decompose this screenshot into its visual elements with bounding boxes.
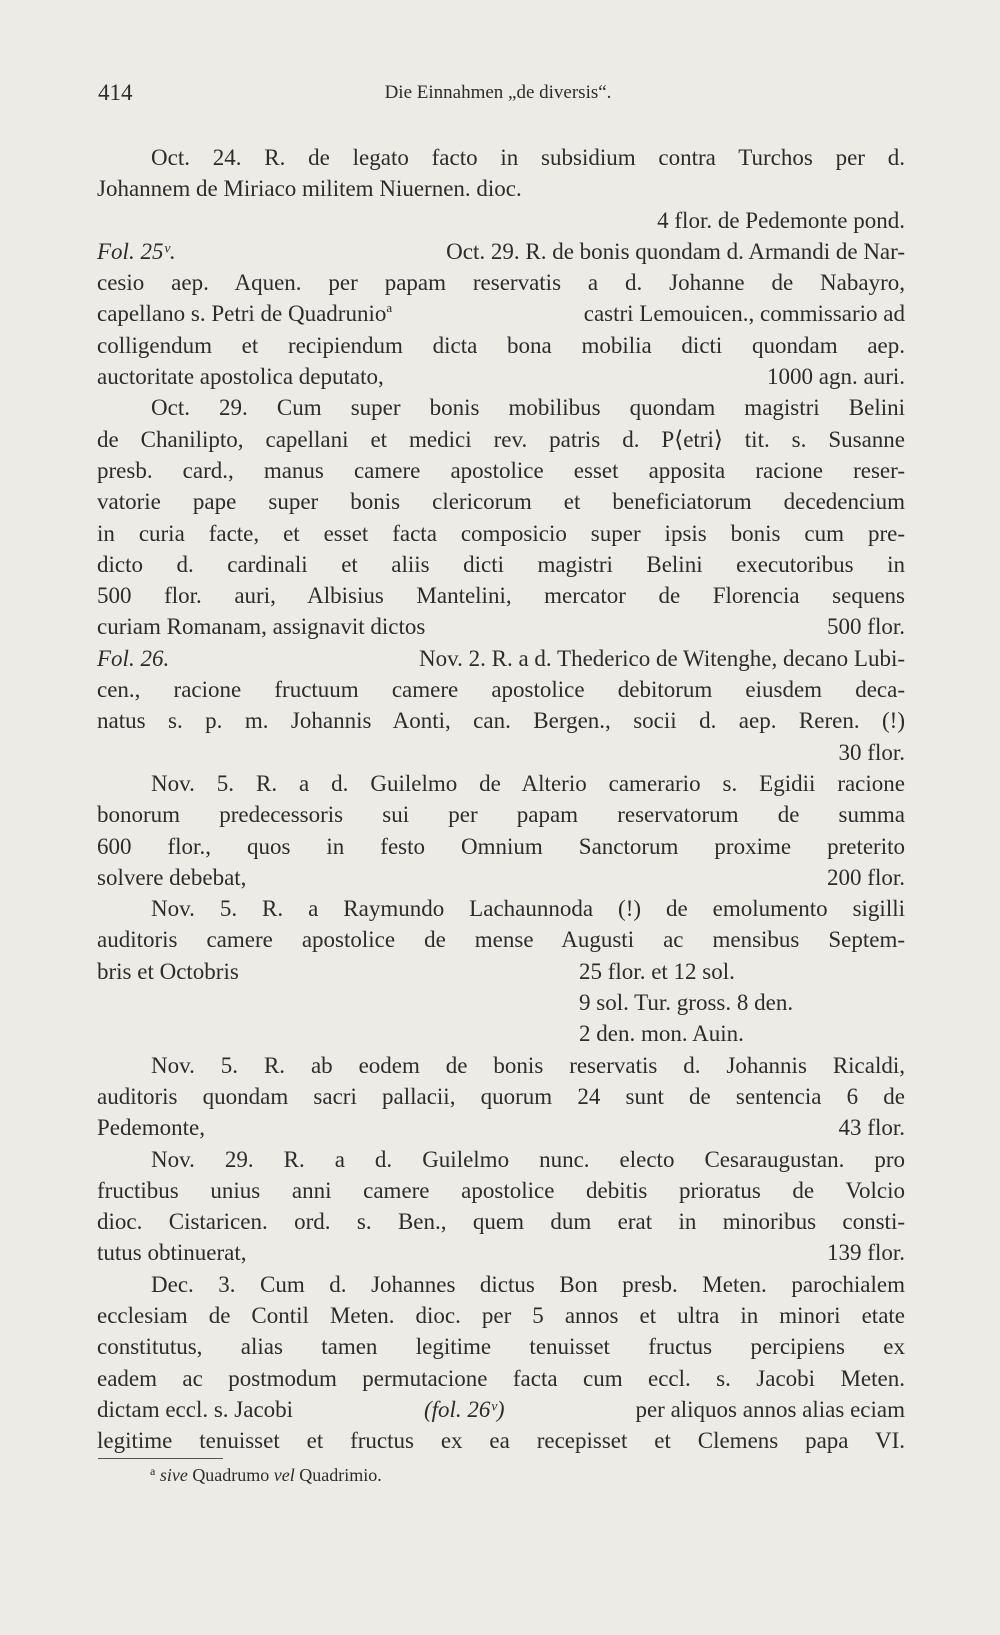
amount: 2 den. mon. Auin. [579,1021,744,1047]
text-segment: bris et Octobris [97,958,239,984]
text-segment: castri Lemouicen., commissario ad [583,301,905,327]
text-line [97,1112,905,1143]
text-line: dicto d. cardinali et aliis dicti magistri Belini executoribus in [97,551,905,577]
amount: 9 sol. Tur. gross. 8 den. [579,990,794,1016]
text-segment: dictam eccl. s. Jacobi [97,1396,294,1422]
folio-marker: Fol. 26. [97,645,170,671]
text-line [97,298,905,329]
text-line [97,956,905,987]
text-line [97,236,905,267]
footnote-divider [98,1458,223,1459]
folio-marker: (fol. 26ᵛ) [423,1396,505,1422]
text-line: Nov. 29. R. a d. Guilelmo nunc. electo Cesaraugustan. pro [151,1146,905,1172]
text-segment: auctoritate apostolica deputato, [97,364,384,390]
text-line: ecclesiam de Contil Meten. dioc. per 5 annos et ultra in minori etate [97,1302,905,1328]
amount: 200 flor. [827,864,905,890]
text-segment: Pedemonte, [97,1115,205,1141]
text-segment: Oct. 29. R. de bonis quondam d. Armandi de Nar- [446,238,905,264]
text-line: auditoris camere apostolice de mense Augusti ac mensibus Septem- [97,927,905,953]
text-line: fructibus unius anni camere apostolice debitis prioratus de Volcio [97,1177,905,1203]
footnote-text: Quadrumo [187,1465,274,1485]
text-line: Nov. 5. R. a Raymundo Lachaunnoda (!) de emolumento sigilli [151,896,905,922]
text-line: legitime tenuisset et fructus ex ea recepisset et Clemens papa VI. [97,1428,905,1454]
footnote-text: vel [273,1465,295,1485]
text-segment: tutus obtinuerat, [97,1240,247,1266]
text-line: Johannem de Miriaco militem Niuernen. dioc. [97,176,522,202]
text-line: constitutus, alias tamen legitime tenuisset fructus percipiens ex [97,1334,905,1360]
amount-line: 4 flor. de Pedemonte pond. [657,207,905,233]
text-segment: Nov. 2. R. a d. Thederico de Witenghe, decano Lubi- [419,645,905,671]
amount-line: 30 flor. [838,739,905,765]
text-line: cen., racione fructuum camere apostolice debitorum eiusdem deca- [97,677,905,703]
text-line: Nov. 5. R. ab eodem de bonis reservatis d. Johannis Ricaldi, [151,1052,905,1078]
amount: 43 flor. [838,1115,905,1141]
text-line [97,611,905,642]
folio-marker: Fol. 25ᵛ. [97,238,176,264]
running-header [98,80,898,110]
footnote-ref: a [386,300,393,316]
amount-line [97,1018,905,1049]
amount-line [97,987,905,1018]
text-line: Nov. 5. R. a d. Guilelmo de Alterio camerario s. Egidii racione [151,770,905,796]
text-line: presb. card., manus camere apostolice esset apposita racione reser- [97,457,905,483]
amount: 1000 agn. auri. [767,364,905,390]
text-line: in curia facte, et esset facta composicio super ipsis bonis cum pre- [97,520,905,546]
text-segment: per aliquos annos alias eciam [635,1396,905,1422]
text-line: eadem ac postmodum permutacione facta cum eccl. s. Jacobi Meten. [97,1365,905,1391]
footnote-marker: a [150,1464,156,1478]
page-number: 414 [98,80,133,105]
text-line [97,361,905,392]
text-line: Oct. 24. R. de legato facto in subsidium contra Turchos per d. [151,145,905,170]
running-title: Die Einnahmen „de diversis“. [384,82,612,103]
text-line [97,643,905,674]
amount: 500 flor. [827,614,905,640]
text-line: dioc. Cistaricen. ord. s. Ben., quem dum erat in minoribus consti- [97,1209,905,1235]
text-line: 500 flor. auri, Albisius Mantelini, mercator de Florencia sequens [97,583,905,609]
text-line: auditoris quondam sacri pallacii, quorum 24 sunt de sentencia 6 de [97,1083,905,1109]
text-segment: capellano s. Petri de Quadrunio$^a$ [97,300,393,327]
text-line: bonorum predecessoris sui per papam reservatorum de summa [97,802,905,828]
text-line: Oct. 29. Cum super bonis mobilibus quondam magistri Belini [151,395,905,421]
main-text [97,142,905,1456]
text-line [97,1394,905,1425]
footnote [150,1462,382,1488]
text-line: natus s. p. m. Johannis Aonti, can. Bergen., socii d. aep. Reren. (!) [97,708,905,734]
text-segment: curiam Romanam, assignavit dictos [97,614,426,640]
footnote-text: sive [159,1465,188,1485]
text-line [97,862,905,893]
amount: 139 flor. [827,1240,905,1266]
text-line: colligendum et recipiendum dicta bona mobilia dicti quondam aep. [97,332,905,358]
amount: 25 flor. et 12 sol. [579,958,735,984]
text-line: vatorie pape super bonis clericorum et beneficiatorum decedencium [97,489,905,515]
text-line: de Chanilipto, capellani et medici rev. patris d. P⟨etri⟩ tit. s. Susanne [97,426,905,452]
footnote-text: Quadrimio. [294,1465,382,1485]
text-segment: solvere debebat, [97,864,247,890]
text-line: cesio aep. Aquen. per papam reservatis a d. Johanne de Nabayro, [97,270,905,296]
text-line: Dec. 3. Cum d. Johannes dictus Bon presb. Meten. parochialem [151,1271,905,1297]
text-line: 600 flor., quos in festo Omnium Sanctorum proxime preterito [97,833,905,859]
text-line [97,1237,905,1268]
